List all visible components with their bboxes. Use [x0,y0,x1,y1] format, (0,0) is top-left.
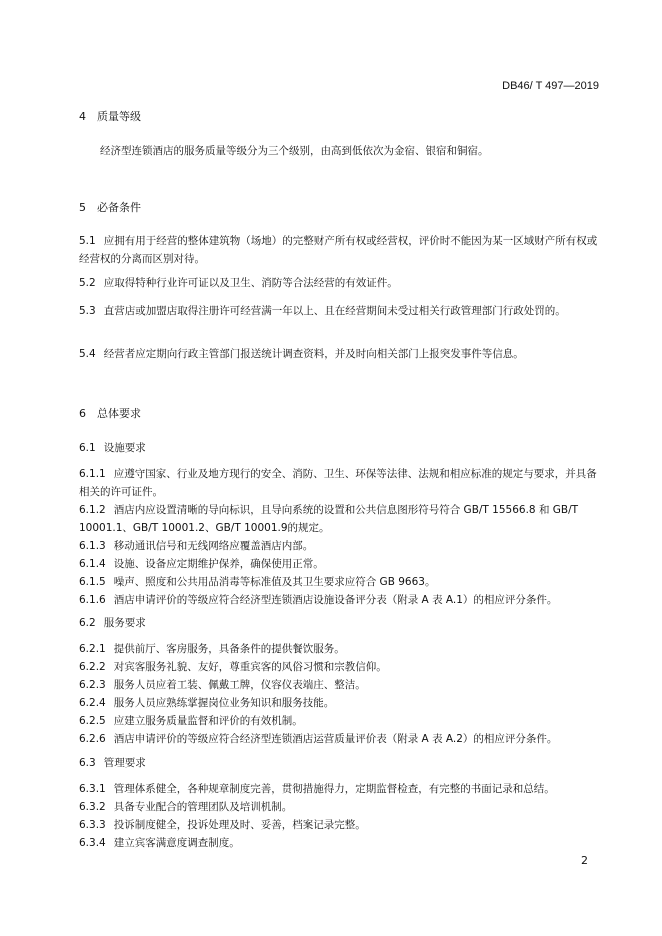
subsection-title: 服务要求 [103,617,146,629]
subsection-number: 6.1 [79,442,96,454]
clause-6-2-6 [79,730,599,748]
clause-number: 6.2.3 [79,679,106,691]
section-number: 5 [79,201,86,214]
clause-number: 6.3.2 [79,801,106,813]
clause-text: 酒店内应设置清晰的导向标识，且导向系统的设置和公共信息图形符号符合 GB/T 15566.8 和 GB/T 10001.1、GB/T 10001.2、GB/T 10001.9的规定。 [79,504,579,534]
clause-text: 对宾客服务礼貌、友好，尊重宾客的风俗习惯和宗教信仰。 [113,661,387,673]
clause-text: 投诉制度健全，投诉处理及时、妥善，档案记录完整。 [113,819,366,831]
clause-text: 应拥有用于经营的整体建筑物（场地）的完整财产所有权或经营权，评价时不能因为某一区域财产所有权或经营权的分离而区别对待。 [79,235,598,265]
clause-6-2-2 [79,658,599,676]
clause-number: 6.2.1 [79,643,106,655]
clause-text: 酒店申请评价的等级应符合经济型连锁酒店运营质量评价表（附录 A 表 A.2）的相应评分条件。 [113,733,558,745]
clause-number: 6.1.1 [79,468,106,480]
clause-number: 6.2.2 [79,661,106,673]
section-number: 6 [79,407,86,420]
clause-text: 提供前厅、客房服务，具备条件的提供餐饮服务。 [113,643,345,655]
section-4-heading [79,108,141,124]
clause-6-2-3 [79,676,599,694]
subsection-title: 管理要求 [103,757,146,769]
clause-text: 直营店或加盟店取得注册许可经营满一年以上、且在经营期间未受过相关行政管理部门行政处罚的。 [103,305,566,317]
clause-number: 6.2.5 [79,715,106,727]
clause-6-1-1 [79,465,599,501]
clause-6-1-4 [79,555,599,573]
clause-6-2-5 [79,712,599,730]
clause-number: 6.2.4 [79,697,106,709]
clause-number: 6.3.4 [79,837,106,849]
clause-text: 建立宾客满意度调查制度。 [113,837,240,849]
clause-text: 应遵守国家、行业及地方现行的安全、消防、卫生、环保等法律、法规和相应标准的规定与要求，并具备相关的许可证件。 [79,468,597,498]
subsection-title: 设施要求 [103,442,146,454]
clause-6-2-1 [79,640,599,658]
subsection-6-3-heading [79,754,599,772]
clause-text: 服务人员应着工装、佩戴工牌，仪容仪表端庄、整洁。 [113,679,366,691]
section-5-heading [79,199,141,215]
section-title: 总体要求 [97,407,141,420]
clause-text: 移动通讯信号和无线网络应覆盖酒店内部。 [113,540,314,552]
clause-6-3-3 [79,816,599,834]
clause-5-2 [79,274,599,292]
clause-6-1-3 [79,537,599,555]
section-title: 质量等级 [97,110,141,123]
clause-number: 5.3 [79,305,96,317]
clause-5-1 [79,232,599,268]
section-title: 必备条件 [97,201,141,214]
clause-text: 噪声、照度和公共用品消毒等标准值及其卫生要求应符合 GB 9663。 [113,576,436,588]
subsection-number: 6.3 [79,757,96,769]
clause-number: 5.1 [79,235,96,247]
clause-text: 经营者应定期向行政主管部门报送统计调查资料，并及时向相关部门上报突发事件等信息。 [103,348,524,360]
clause-number: 6.2.6 [79,733,106,745]
clause-6-1-6 [79,591,599,609]
clause-text: 设施、设备应定期维护保养，确保使用正常。 [113,558,324,570]
subsection-6-2-heading [79,614,599,632]
clause-number: 6.3.3 [79,819,106,831]
section-6-heading [79,405,141,421]
document-code: DB46/ T 497—2019 [502,80,599,92]
clause-6-3-1 [79,780,599,798]
clause-number: 6.3.1 [79,783,106,795]
clause-number: 6.1.3 [79,540,106,552]
subsection-6-1-heading [79,439,599,457]
clause-number: 6.1.5 [79,576,106,588]
clause-6-1-2 [79,501,599,537]
clause-number: 5.2 [79,277,96,289]
clause-6-1-5 [79,573,599,591]
section-4-text: 经济型连锁酒店的服务质量等级分为三个级别，由高到低依次为金宿、银宿和铜宿。 [100,145,489,157]
clause-6-2-4 [79,694,599,712]
clause-text: 管理体系健全，各种规章制度完善，贯彻措施得力，定期监督检查，有完整的书面记录和总结。 [113,783,555,795]
section-number: 4 [79,110,86,123]
subsection-number: 6.2 [79,617,96,629]
clause-number: 6.1.4 [79,558,106,570]
clause-text: 酒店申请评价的等级应符合经济型连锁酒店设施设备评分表（附录 A 表 A.1）的相应评分条件。 [113,594,558,606]
clause-number: 6.1.2 [79,504,106,516]
clause-5-4 [79,345,599,363]
clause-5-3 [79,302,599,320]
clause-number: 6.1.6 [79,594,106,606]
clause-text: 具备专业配合的管理团队及培训机制。 [113,801,293,813]
clause-text: 服务人员应熟练掌握岗位业务知识和服务技能。 [113,697,335,709]
clause-6-3-4 [79,834,599,852]
clause-6-3-2 [79,798,599,816]
clause-number: 5.4 [79,348,96,360]
page-number: 2 [581,854,588,867]
clause-text: 应取得特种行业许可证以及卫生、消防等合法经营的有效证件。 [103,277,398,289]
clause-text: 应建立服务质量监督和评价的有效机制。 [113,715,303,727]
